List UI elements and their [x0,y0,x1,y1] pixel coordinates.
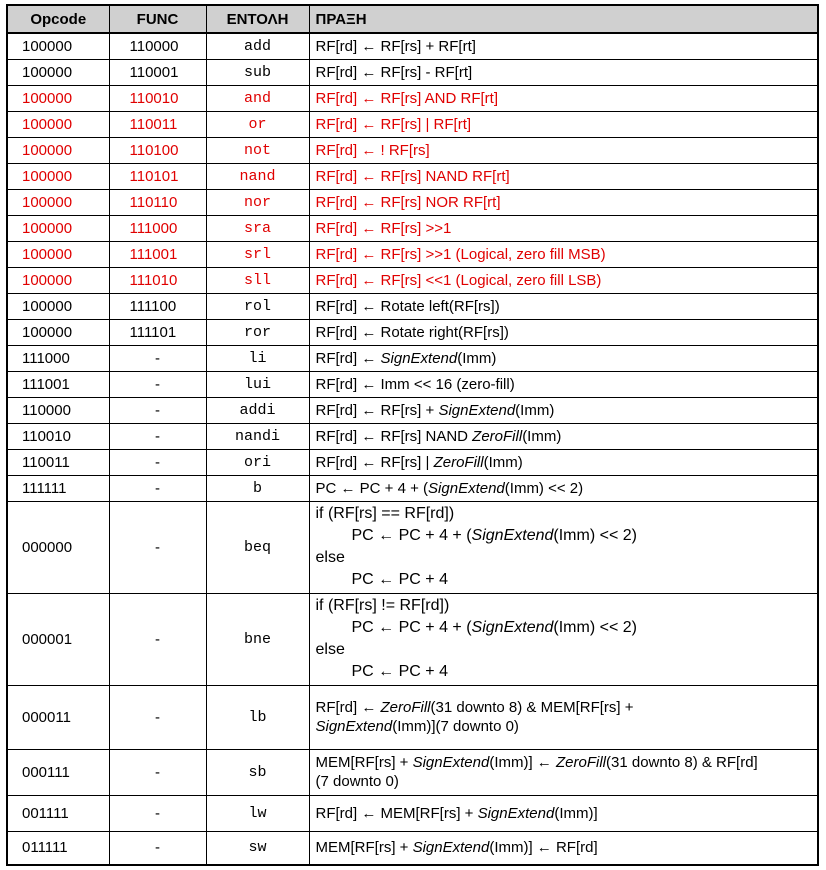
table-row [7,397,818,423]
opcode-cell: 100000 [7,189,109,215]
action-function: SignExtend [315,718,393,735]
table-row [7,685,818,749]
action-cell: RF[rd] ← Rotate right(RF[rs]) [309,319,818,345]
header-func: FUNC [109,5,206,33]
action-cell: RF[rd] ← RF[rs] <<1 (Logical, zero fill LSB) [309,267,818,293]
mnemonic-cell: lb [206,685,309,749]
mnemonic-cell: not [206,137,309,163]
action-line: PC ← PC + 4 [351,663,448,680]
opcode-cell: 111111 [7,475,109,501]
opcode-cell: 100000 [7,215,109,241]
action-text: (Imm) [457,349,497,367]
table-row [7,33,818,59]
action-text: RF[rd] ← [315,699,381,716]
opcode-cell: 100000 [7,293,109,319]
func-cell: - [109,593,206,685]
func-cell: 110010 [109,85,206,111]
action-cell: RF[rd] ← RF[rs] AND RF[rt] [309,85,818,111]
opcode-cell: 100000 [7,111,109,137]
action-line: else [315,641,345,658]
action-text: RF[rd] ← RF[rs] + [315,401,439,419]
func-cell: - [109,685,206,749]
action-text: PC ← PC + 4 + ( [351,619,472,636]
opcode-cell: 111000 [7,345,109,371]
table-row [7,593,818,685]
action-line: PC ← PC + 4 [351,571,448,588]
action-text: PC ← PC + 4 + ( [315,479,429,497]
action-function: ZeroFill [380,699,431,716]
mnemonic-cell: sw [206,831,309,865]
action-cell [309,831,818,865]
mnemonic-cell: or [206,111,309,137]
action-text: (Imm) << 2) [553,619,637,636]
table-row [7,293,818,319]
opcode-cell: 001111 [7,795,109,831]
func-cell: - [109,795,206,831]
func-cell: - [109,423,206,449]
action-line [316,753,818,772]
table-row [7,371,818,397]
action-cell [309,449,818,475]
func-cell: 111010 [109,267,206,293]
func-cell: - [109,345,206,371]
instruction-rows [7,33,818,501]
mnemonic-cell: add [206,33,309,59]
func-cell: 111101 [109,319,206,345]
opcode-cell: 000000 [7,501,109,593]
opcode-cell: 000001 [7,593,109,685]
action-cell: RF[rd] ← RF[rs] NOR RF[rt] [309,189,818,215]
action-cell: RF[rd] ← RF[rs] NAND RF[rt] [309,163,818,189]
opcode-cell: 011111 [7,831,109,865]
action-text: (Imm) [483,453,523,471]
opcode-cell: 100000 [7,33,109,59]
mnemonic-cell: sra [206,215,309,241]
action-function: SignExtend [477,804,555,822]
action-text: RF[rd] ← RF[rs] | [315,453,434,471]
action-function: SignExtend [412,839,490,857]
table-row [7,319,818,345]
action-cell: RF[rd] ← RF[rs] + RF[rt] [309,33,818,59]
mnemonic-cell: nor [206,189,309,215]
opcode-cell: 110000 [7,397,109,423]
mnemonic-cell: sll [206,267,309,293]
action-cell [309,475,818,501]
opcode-cell: 000111 [7,749,109,795]
action-text: (Imm)] ← [489,754,556,771]
func-cell: 110001 [109,59,206,85]
func-cell: 110100 [109,137,206,163]
table-row [7,137,818,163]
action-cell: RF[rd] ← RF[rs] | RF[rt] [309,111,818,137]
action-text: (31 downto 8) & MEM[RF[rs] + [430,699,634,716]
action-cell [309,345,818,371]
table-row [7,215,818,241]
action-cell: RF[rd] ← Rotate left(RF[rs]) [309,293,818,319]
action-function: ZeroFill [472,427,523,445]
action-text: RF[rd] ← [315,349,381,367]
header-instruction: ΕΝΤΟΛΗ [206,5,309,33]
mnemonic-cell: bne [206,593,309,685]
mnemonic-cell: li [206,345,309,371]
action-line [316,525,818,547]
action-cell [309,593,818,685]
action-text: (Imm)] [554,804,598,822]
table-row [7,111,818,137]
func-cell: - [109,397,206,423]
func-cell: - [109,449,206,475]
action-cell: RF[rd] ← RF[rs] - RF[rt] [309,59,818,85]
table-row [7,475,818,501]
action-text: RF[rd] ← MEM[RF[rs] + [315,804,478,822]
action-cell: RF[rd] ← RF[rs] >>1 (Logical, zero fill MSB) [309,241,818,267]
action-text: (Imm) << 2) [553,527,637,544]
action-cell: RF[rd] ← RF[rs] >>1 [309,215,818,241]
action-text: RF[rd] ← RF[rs] NAND [315,427,473,445]
action-cell [309,501,818,593]
action-function: SignExtend [412,754,490,771]
opcode-cell: 100000 [7,163,109,189]
opcode-cell: 100000 [7,137,109,163]
mnemonic-cell: nandi [206,423,309,449]
action-function: SignExtend [471,619,554,636]
func-cell: 111000 [109,215,206,241]
mnemonic-cell: srl [206,241,309,267]
table-row [7,267,818,293]
action-text: (Imm) [515,401,555,419]
action-function: SignExtend [471,527,554,544]
mnemonic-cell: b [206,475,309,501]
action-line: if (RF[rs] != RF[rd]) [315,597,450,614]
opcode-cell: 100000 [7,267,109,293]
table-row [7,85,818,111]
action-line: (7 downto 0) [315,773,399,790]
table-row [7,345,818,371]
table-row [7,59,818,85]
action-text: MEM[RF[rs] + [315,839,413,857]
action-line [316,698,818,717]
func-cell: 110101 [109,163,206,189]
table-row [7,423,818,449]
mnemonic-cell: sb [206,749,309,795]
opcode-cell: 100000 [7,59,109,85]
mnemonic-cell: nand [206,163,309,189]
action-text: (Imm) [522,427,562,445]
mnemonic-cell: sub [206,59,309,85]
action-cell [309,397,818,423]
opcode-cell: 111001 [7,371,109,397]
mnemonic-cell: ori [206,449,309,475]
header-action: ΠΡΑΞΗ [309,5,818,33]
action-text: (Imm)] ← RF[rd] [489,839,598,857]
action-line [316,617,818,639]
func-cell: 111001 [109,241,206,267]
mnemonic-cell: ror [206,319,309,345]
opcode-cell: 100000 [7,241,109,267]
action-line: else [315,549,345,566]
mnemonic-cell: and [206,85,309,111]
header-opcode: Opcode [7,5,109,33]
func-cell: - [109,501,206,593]
mnemonic-cell: lw [206,795,309,831]
func-cell: - [109,371,206,397]
opcode-cell: 000011 [7,685,109,749]
header-row [7,5,818,33]
table-row [7,501,818,593]
mnemonic-cell: rol [206,293,309,319]
action-function: SignExtend [428,479,505,497]
opcode-cell: 110011 [7,449,109,475]
opcode-cell: 100000 [7,319,109,345]
action-line: if (RF[rs] == RF[rd]) [315,505,455,522]
action-cell [309,749,818,795]
action-cell: RF[rd] ← Imm << 16 (zero-fill) [309,371,818,397]
action-cell: RF[rd] ← ! RF[rs] [309,137,818,163]
action-text: (31 downto 8) & RF[rd] [606,754,758,771]
action-cell [309,685,818,749]
action-line [316,717,818,736]
func-cell: - [109,831,206,865]
mnemonic-cell: addi [206,397,309,423]
action-text: MEM[RF[rs] + [315,754,413,771]
action-text: PC ← PC + 4 + ( [351,527,472,544]
instruction-table-container [6,4,819,866]
table-row [7,163,818,189]
func-cell: 110011 [109,111,206,137]
opcode-cell: 100000 [7,85,109,111]
action-function: ZeroFill [433,453,484,471]
table-row [7,795,818,831]
action-cell [309,795,818,831]
instruction-table [6,4,819,866]
func-cell: 110110 [109,189,206,215]
func-cell: - [109,475,206,501]
action-function: ZeroFill [555,754,606,771]
func-cell: 110000 [109,33,206,59]
func-cell: - [109,749,206,795]
action-text: (Imm) << 2) [504,479,584,497]
action-function: SignExtend [438,401,516,419]
func-cell: 111100 [109,293,206,319]
action-text: (Imm)](7 downto 0) [392,718,519,735]
branch-and-memory-rows [7,501,818,865]
table-row [7,749,818,795]
mnemonic-cell: beq [206,501,309,593]
action-function: SignExtend [380,349,458,367]
mnemonic-cell: lui [206,371,309,397]
table-row [7,189,818,215]
table-row [7,449,818,475]
action-cell [309,423,818,449]
opcode-cell: 110010 [7,423,109,449]
table-row [7,241,818,267]
table-row [7,831,818,865]
